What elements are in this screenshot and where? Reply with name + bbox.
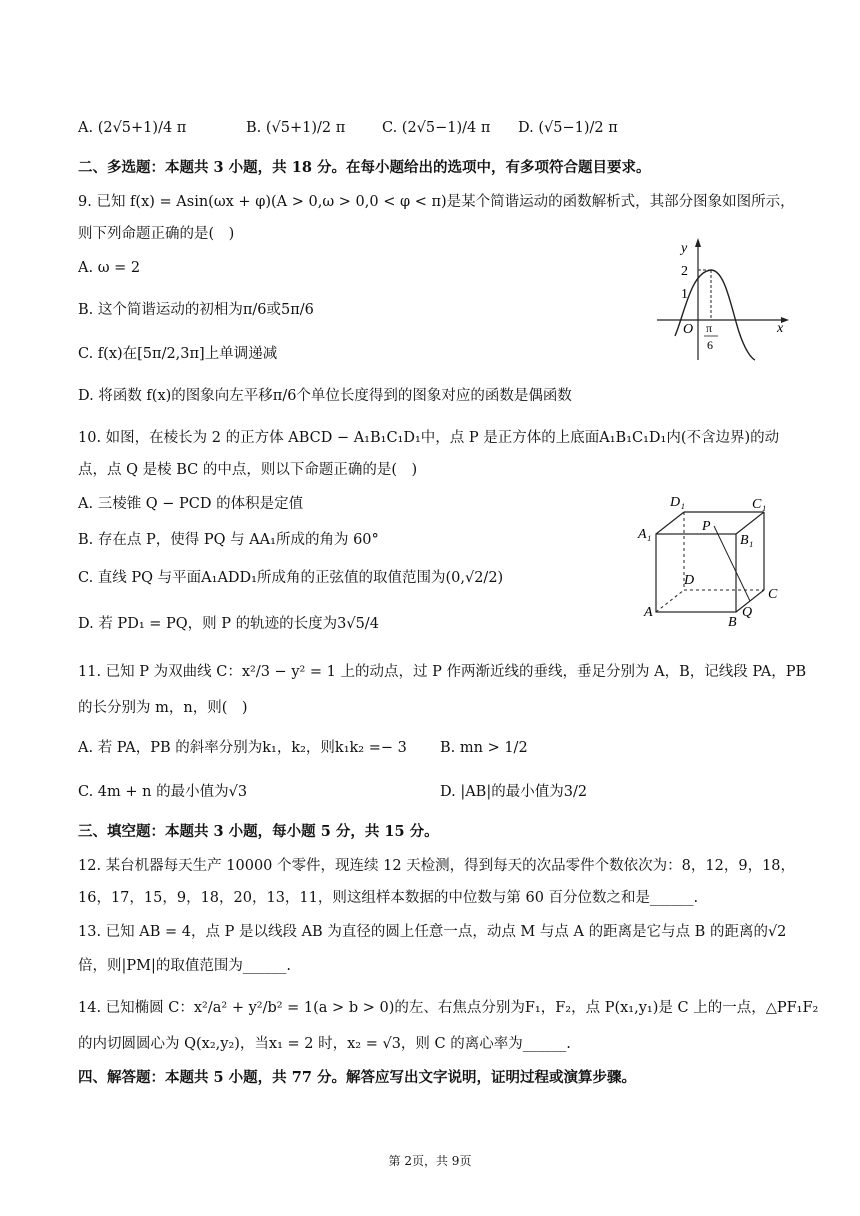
q11-option-b: B. mn > 1/2: [440, 740, 528, 756]
q10-option-d: D. 若 PD₁ = PQ，则 P 的轨迹的长度为3√5/4: [78, 616, 379, 632]
q11-stem-line2: 的长分别为 m，n，则( ): [78, 700, 248, 716]
q12-line2: 16，17，15，9，18，20，13，11，则这组样本数据的中位数与第 60 百分位数之和是______.: [78, 890, 699, 906]
label-p: P: [702, 519, 711, 534]
label-c: C: [768, 587, 778, 602]
label-q: Q: [742, 605, 753, 620]
q9-stem-line1: 9. 已知 f(x) = Asin(ωx + φ)(A > 0,ω > 0,0 < φ < π)是某个简谐运动的函数解析式，其部分图象如图所示，: [78, 194, 795, 210]
section-heading-fill-in: 三、填空题：本题共 3 小题，每小题 5 分，共 15 分。: [78, 823, 439, 840]
q8-option-c: C. (2√5−1)/4 π: [382, 120, 491, 136]
label-a: A: [644, 605, 653, 620]
q9-option-d: D. 将函数 f(x)的图象向左平移π/6个单位长度得到的图象对应的函数是偶函数: [78, 388, 572, 404]
y-label: y: [681, 241, 688, 256]
q9-option-a: A. ω = 2: [78, 260, 141, 276]
section-heading-multiple-choice: 二、多选题：本题共 3 小题，共 18 分。在每小题给出的选项中，有多项符合题目要求。: [78, 159, 651, 176]
label-a1: A₁: [638, 527, 652, 542]
q11-option-c: C. 4m + n 的最小值为√3: [78, 784, 248, 800]
y-axis-arrow-icon: [695, 238, 701, 247]
q12-line1: 12. 某台机器每天生产 10000 个零件，现连续 12 天检测，得到每天的次品零件个数依次为：8，12，9，18，: [78, 858, 796, 874]
q9-stem-line2: 则下列命题正确的是( ): [78, 226, 235, 242]
page-footer: 第 2页，共 9页: [388, 1154, 472, 1168]
q11-stem-line1: 11. 已知 P 为双曲线 C：x²/3 − y² = 1 上的动点，过 P 作两渐近线的垂线，垂足分别为 A，B，记线段 PA，PB: [78, 664, 807, 680]
q10-option-c: C. 直线 PQ 与平面A₁ADD₁所成角的正弦值的取值范围为(0,√2/2): [78, 570, 504, 586]
q9-sine-graph: [655, 232, 795, 372]
x-label: x: [777, 321, 784, 336]
q11-option-d: D. |AB|的最小值为3/2: [440, 784, 588, 800]
q13-line1: 13. 已知 AB = 4，点 P 是以线段 AB 为直径的圆上任意一点，动点 M 与点 A 的距离是它与点 B 的距离的√2: [78, 924, 787, 940]
origin-label: O: [683, 322, 694, 337]
label-d: D: [684, 573, 695, 588]
tick-pi: π: [706, 321, 713, 335]
q10-cube-figure: [636, 492, 786, 628]
tick-1: 1: [681, 287, 688, 302]
q8-option-d: D. (√5−1)/2 π: [518, 120, 618, 136]
q14-line1: 14. 已知椭圆 C：x²/a² + y²/b² = 1(a > b > 0)的左、右焦点分别为F₁，F₂，点 P(x₁,y₁)是 C 上的一点，△PF₁F₂: [78, 1000, 819, 1016]
q10-option-a: A. 三棱锥 Q − PCD 的体积是定值: [78, 496, 304, 512]
q13-line2: 倍，则|PM|的取值范围为______.: [78, 958, 291, 974]
label-b: B: [728, 615, 737, 628]
q8-option-a: A. (2√5+1)/4 π: [78, 120, 187, 136]
q9-option-b: B. 这个简谐运动的初相为π/6或5π/6: [78, 302, 314, 318]
label-b1: B₁: [740, 533, 754, 548]
q10-stem-line2: 点，点 Q 是棱 BC 的中点，则以下命题正确的是( ): [78, 462, 418, 478]
q11-option-a: A. 若 PA，PB 的斜率分别为k₁，k₂，则k₁k₂ =− 3: [78, 740, 407, 756]
q10-stem-line1: 10. 如图，在棱长为 2 的正方体 ABCD − A₁B₁C₁D₁中，点 P 是正方体的上底面A₁B₁C₁D₁内(不含边界)的动: [78, 430, 780, 446]
sine-curve: [675, 270, 755, 360]
q8-option-b: B. (√5+1)/2 π: [246, 120, 346, 136]
q10-option-b: B. 存在点 P，使得 PQ 与 AA₁所成的角为 60°: [78, 532, 379, 548]
q9-option-c: C. f(x)在[5π/2,3π]上单调递减: [78, 346, 278, 362]
tick-6: 6: [707, 338, 713, 352]
label-c1: C₁: [752, 497, 767, 512]
label-d1: D₁: [670, 495, 685, 510]
q14-line2: 的内切圆圆心为 Q(x₂,y₂)，当x₁ = 2 时，x₂ = √3，则 C 的离心率为______.: [78, 1036, 571, 1052]
section-heading-solutions: 四、解答题：本题共 5 小题，共 77 分。解答应写出文字说明，证明过程或演算步骤。: [78, 1069, 636, 1086]
tick-2: 2: [681, 264, 688, 279]
